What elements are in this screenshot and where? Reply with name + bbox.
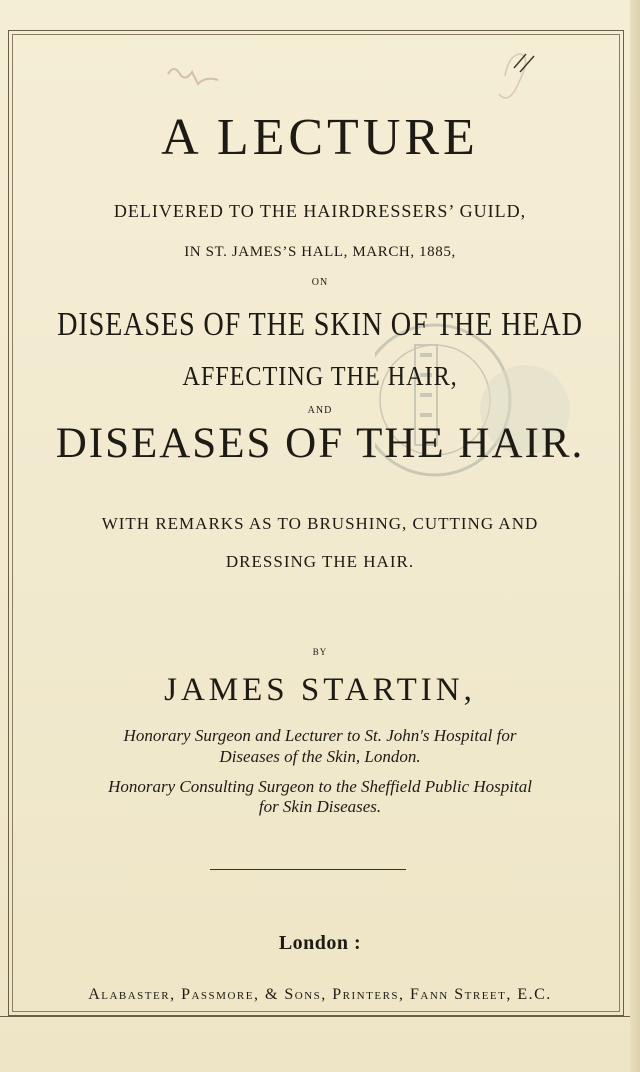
subject-line-1: DISEASES OF THE SKIN OF THE HEAD — [57, 306, 583, 343]
pencil-scribble — [150, 46, 610, 116]
bottom-rule — [0, 1016, 640, 1017]
author-name: JAMES STARTIN, — [164, 672, 476, 708]
imprint-place: London : — [278, 932, 362, 954]
credential-line: Honorary Consulting Surgeon to the Sheffield Public Hospital — [108, 777, 532, 796]
by-label: BY — [312, 647, 328, 657]
remarks-line-2: DRESSING THE HAIR. — [225, 552, 415, 571]
delivered-line: DELIVERED TO THE HAIRDRESSERS’ GUILD, — [113, 201, 527, 221]
book-title: A LECTURE — [161, 109, 479, 166]
on-label: ON — [311, 277, 329, 288]
divider-rule — [210, 869, 406, 870]
printer-line: Alabaster, Passmore, & Sons, Printers, Fann Street, E.C. — [88, 986, 552, 1003]
credential-line: Honorary Surgeon and Lecturer to St. John's Hospital for — [123, 726, 517, 745]
and-label: AND — [307, 405, 333, 416]
subject-line-2: AFFECTING THE HAIR, — [182, 361, 458, 391]
subject-line-3: DISEASES OF THE HAIR. — [55, 420, 585, 467]
credential-line: Diseases of the Skin, London. — [219, 747, 421, 766]
venue-line: IN ST. JAMES’S HALL, MARCH, 1885, — [184, 244, 456, 260]
credential-line: for Skin Diseases. — [258, 797, 382, 816]
remarks-line-1: WITH REMARKS AS TO BRUSHING, CUTTING AND — [101, 514, 539, 533]
